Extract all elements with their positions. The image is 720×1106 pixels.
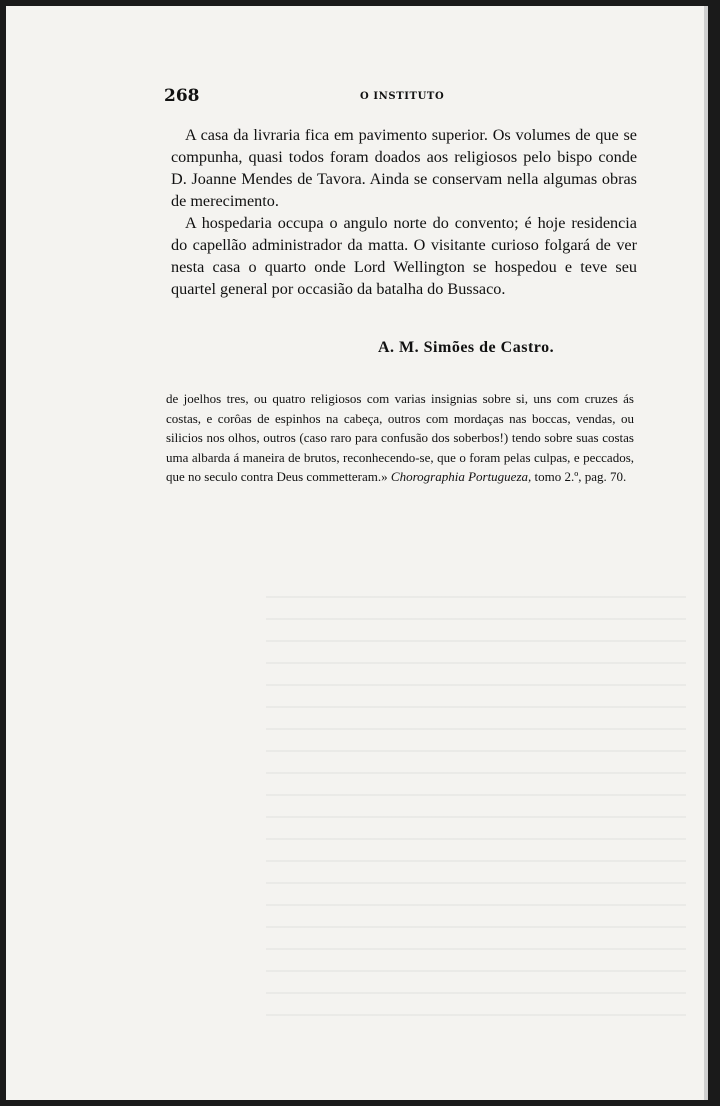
running-head: O INSTITUTO bbox=[360, 91, 445, 102]
footnote-source-ref: tomo 2.º, pag. 70. bbox=[534, 469, 627, 484]
show-through-text bbox=[266, 596, 686, 1016]
page-header bbox=[164, 86, 634, 108]
page-number: 268 bbox=[164, 86, 200, 106]
paragraph: A hospedaria occupa o angulo norte do convento; é hoje residencia do capellão administrador da matta. O visitante curioso folgará de ver nesta casa o quarto onde Lord Wellington se hospedou e teve seu quartel general por occasião da batalha do Bussaco. bbox=[171, 214, 637, 298]
footnote-text: de joelhos tres, ou quatro religiosos com varias insignias sobre si, uns com cruzes ás costas, e corôas de espinhos na cabeça, outros com mordaças nas boccas, vendas, ou silicios nos olhos, outros (caso raro para confusão dos soberbos!) tendo sobre suas costas uma albarda á maneira de brutos, reconhecendo-se, que o foram pelas culpas, e peccados, que no seculo contra Deus commetteram.» bbox=[166, 391, 634, 484]
footnote bbox=[166, 389, 634, 487]
book-page bbox=[6, 6, 708, 1100]
paragraph: A casa da livraria fica em pavimento superior. Os volumes de que se compunha, quasi todos foram doados aos religiosos pelo bispo conde D. Joanne Mendes de Tavora. Ainda se conservam nella algumas obras de merecimento. bbox=[171, 126, 637, 210]
main-text bbox=[171, 124, 637, 300]
footnote-source-title: Chorographia Portugueza, bbox=[390, 469, 532, 484]
author-signature: A. M. Simões de Castro. bbox=[378, 339, 555, 356]
